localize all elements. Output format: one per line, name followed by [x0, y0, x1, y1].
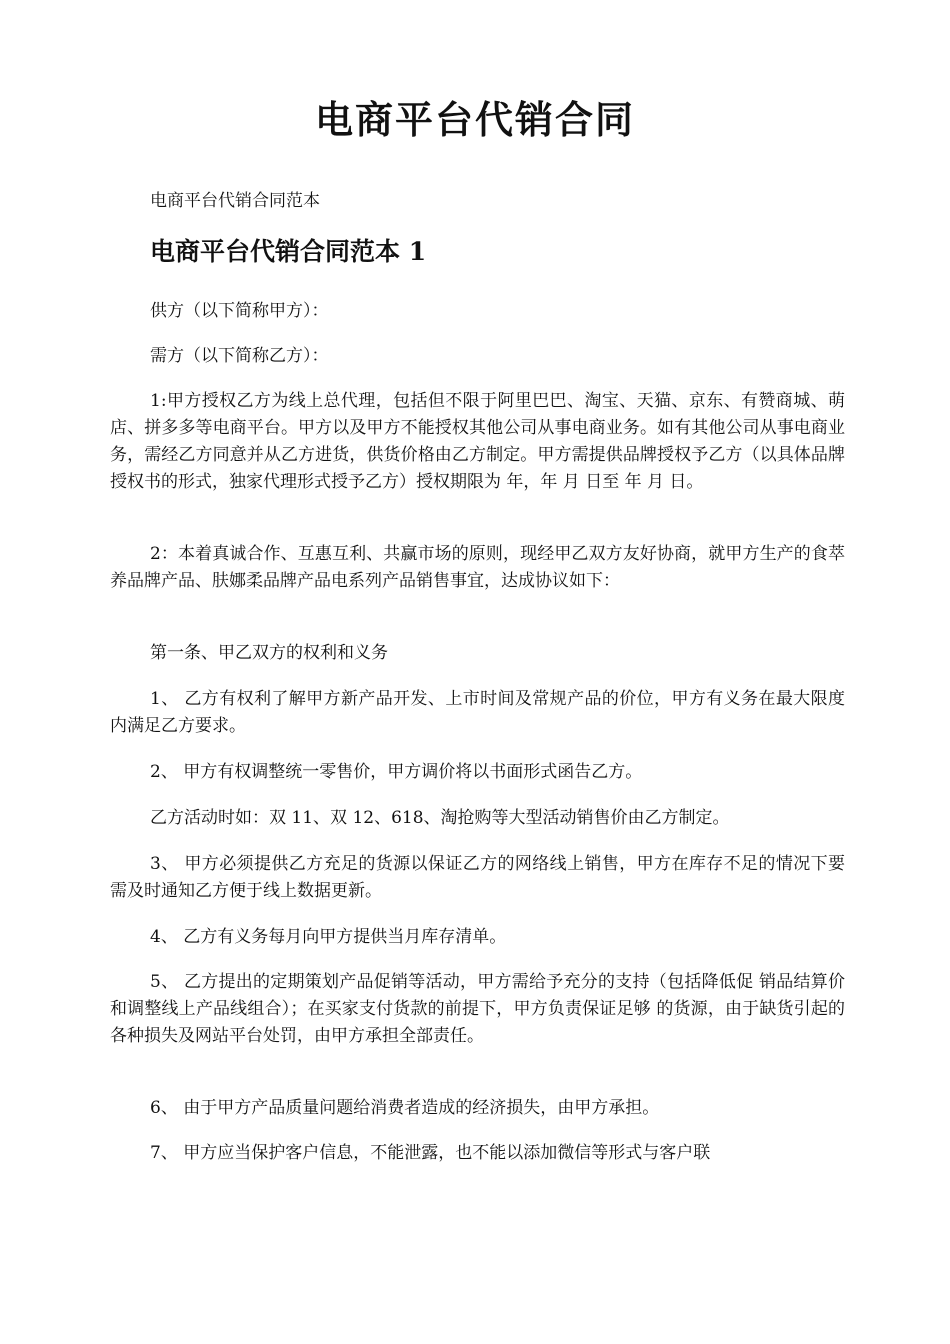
paragraph-item-4: 4、 乙方有义务每月向甲方提供当月库存清单。 [150, 927, 507, 947]
paragraph-item-2: 2、 甲方有权调整统一零售价，甲方调价将以书面形式函告乙方。 [150, 762, 643, 782]
paragraph-buyer: 需方（以下简称乙方）： [150, 346, 329, 366]
paragraph-article-1-heading: 第一条、甲乙双方的权利和义务 [150, 643, 388, 663]
section-heading: 电商平台代销合同范本 1 [150, 237, 427, 266]
paragraph-item-3: 3、 甲方必须提供乙方充足的货源以保证乙方的网络线上销售，甲方在库存不足的情况下要需及时通知乙方便于线上数据更新。 [110, 854, 845, 901]
paragraph-item-6: 6、 由于甲方产品质量问题给消费者造成的经济损失，由甲方承担。 [150, 1098, 660, 1118]
paragraph-clause-1: 1:甲方授权乙方为线上总代理，包括但不限于阿里巴巴、淘宝、天猫、京东、有赞商城、萌店、拼多多等电商平台。甲方以及甲方不能授权其他公司从事电商业务。如有其他公司从事电商业务，需经乙方同意并从乙方进货，供货价格由乙方制定。甲方需提供品牌授权予乙方（以具体品牌授权书的形式，独家代理形式授予乙方）授权期限为 年，年 月 日至 年 月 日。 [110, 391, 845, 492]
paragraph-supplier: 供方（以下简称甲方）： [150, 301, 329, 321]
paragraph-clause-2: 2：本着真诚合作、互惠互利、共赢市场的原则，现经甲乙双方友好协商，就甲方生产的食萃养品牌产品、肤娜柔品牌产品电系列产品销售事宜，达成协议如下： [110, 544, 845, 591]
document-title: 电商平台代销合同 [314, 97, 635, 142]
paragraph-item-5: 5、 乙方提出的定期策划产品促销等活动，甲方需给予充分的支持（包括降低促 销品结算价和调整线上产品线组合）；在买家支付货款的前提下，甲方负责保证足够 的货源，由于缺货引起的各种损失及网站平台处罚，由甲方承担全部责任。 [110, 972, 845, 1046]
paragraph-promotion-note: 乙方活动时如：双 11、双 12、618、淘抢购等大型活动销售价由乙方制定。 [150, 808, 730, 828]
document-subtitle: 电商平台代销合同范本 [150, 191, 320, 211]
paragraph-item-1: 1、 乙方有权利了解甲方新产品开发、上市时间及常规产品的价位，甲方有义务在最大限度内满足乙方要求。 [110, 689, 845, 736]
paragraph-item-7: 7、 甲方应当保护客户信息，不能泄露，也不能以添加微信等形式与客户联 [150, 1143, 711, 1163]
